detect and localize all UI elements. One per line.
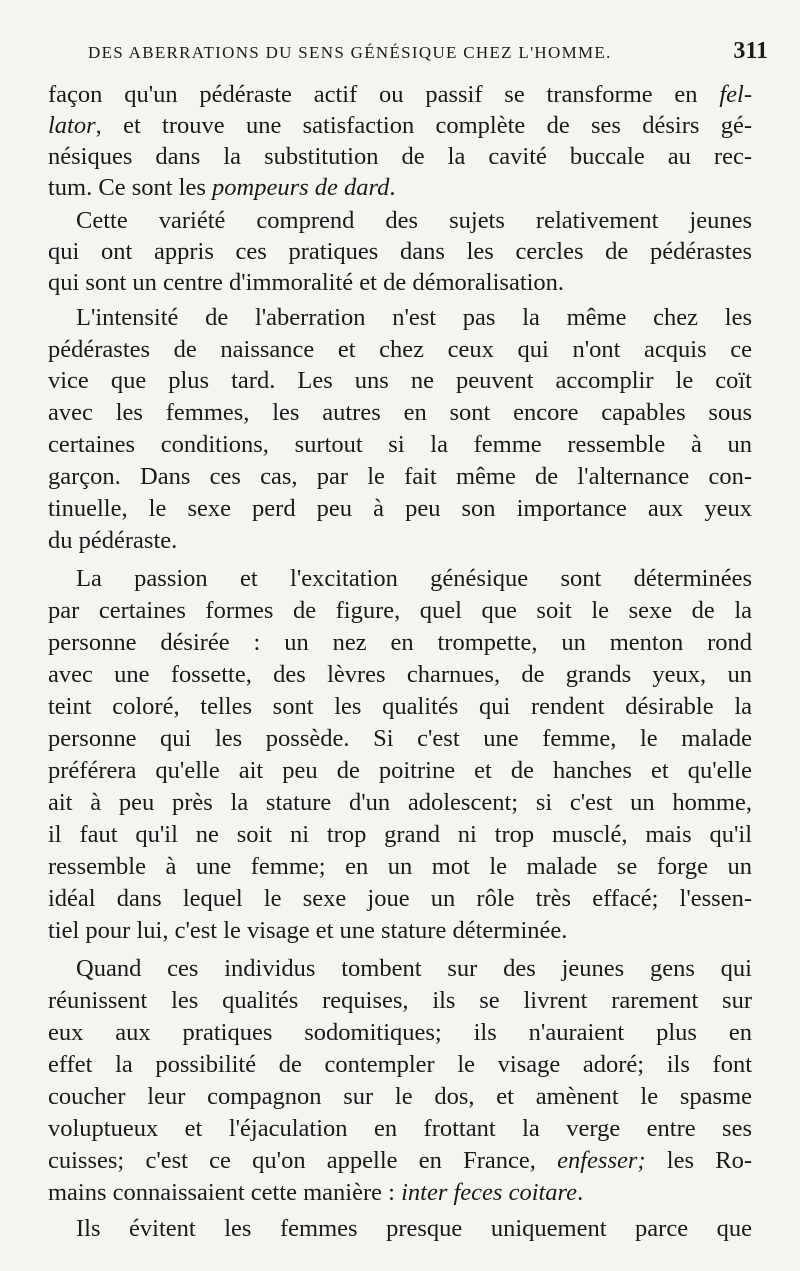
- page-number: 311: [733, 38, 768, 64]
- text-line: teint coloré, telles sont les qualités qui rendent désirable la: [48, 693, 752, 720]
- text-line: idéal dans lequel le sexe joue un rôle très effacé; l'essen-: [48, 885, 752, 912]
- text-line: voluptueux et l'éjaculation en frottant la verge entre ses: [48, 1115, 752, 1142]
- text-line: mains connaissaient cette manière : inter feces coitare.: [48, 1179, 584, 1206]
- running-title: DES ABERRATIONS DU SENS GÉNÉSIQUE CHEZ L'HOMME.: [88, 43, 612, 62]
- text-line: certaines conditions, surtout si la femme ressemble à un: [48, 431, 752, 458]
- text-line: préférera qu'elle ait peu de poitrine et de hanches et qu'elle: [48, 757, 752, 784]
- text-line: vice que plus tard. Les uns ne peuvent accomplir le coït: [48, 367, 752, 394]
- text-line: Ils évitent les femmes presque uniquement parce que: [76, 1215, 752, 1242]
- text-line: Cette variété comprend des sujets relativement jeunes: [76, 207, 752, 234]
- text-line: réunissent les qualités requises, ils se livrent rarement sur: [48, 987, 752, 1014]
- text-line: qui ont appris ces pratiques dans les cercles de pédérastes: [48, 238, 752, 265]
- text-line: du pédéraste.: [48, 527, 178, 554]
- page-header: [88, 38, 768, 65]
- text-line: lator, et trouve une satisfaction complète de ses désirs gé-: [48, 112, 752, 139]
- text-line: pédérastes de naissance et chez ceux qui n'ont acquis ce: [48, 336, 752, 363]
- text-line: L'intensité de l'aberration n'est pas la même chez les: [76, 304, 752, 331]
- text-line: qui sont un centre d'immoralité et de démoralisation.: [48, 269, 565, 296]
- text-line: avec les femmes, les autres en sont encore capables sous: [48, 399, 752, 426]
- text-line: La passion et l'excitation génésique sont déterminées: [76, 565, 752, 592]
- text-line: cuisses; c'est ce qu'on appelle en France, enfesser; les Ro-: [48, 1147, 752, 1174]
- text-line: effet la possibilité de contempler le visage adoré; ils font: [48, 1051, 752, 1078]
- text-line: tum. Ce sont les pompeurs de dard.: [48, 174, 396, 201]
- text-line: avec une fossette, des lèvres charnues, de grands yeux, un: [48, 661, 752, 688]
- text-line: façon qu'un pédéraste actif ou passif se transforme en fel-: [48, 81, 752, 108]
- text-line: personne qui les possède. Si c'est une femme, le malade: [48, 725, 752, 752]
- text-line: garçon. Dans ces cas, par le fait même de l'alternance con-: [48, 463, 752, 490]
- text-line: Quand ces individus tombent sur des jeunes gens qui: [76, 955, 752, 982]
- text-line: par certaines formes de figure, quel que soit le sexe de la: [48, 597, 752, 624]
- text-line: coucher leur compagnon sur le dos, et amènent le spasme: [48, 1083, 752, 1110]
- text-line: nésiques dans la substitution de la cavité buccale au rec-: [48, 143, 752, 170]
- text-line: personne désirée : un nez en trompette, un menton rond: [48, 629, 752, 656]
- text-line: ressemble à une femme; en un mot le malade se forge un: [48, 853, 752, 880]
- text-line: eux aux pratiques sodomitiques; ils n'auraient plus en: [48, 1019, 752, 1046]
- text-line: ait à peu près la stature d'un adolescent; si c'est un homme,: [48, 789, 752, 816]
- text-line: tinuelle, le sexe perd peu à peu son importance aux yeux: [48, 495, 752, 522]
- text-line: tiel pour lui, c'est le visage et une stature déterminée.: [48, 917, 568, 944]
- text-line: il faut qu'il ne soit ni trop grand ni trop musclé, mais qu'il: [48, 821, 752, 848]
